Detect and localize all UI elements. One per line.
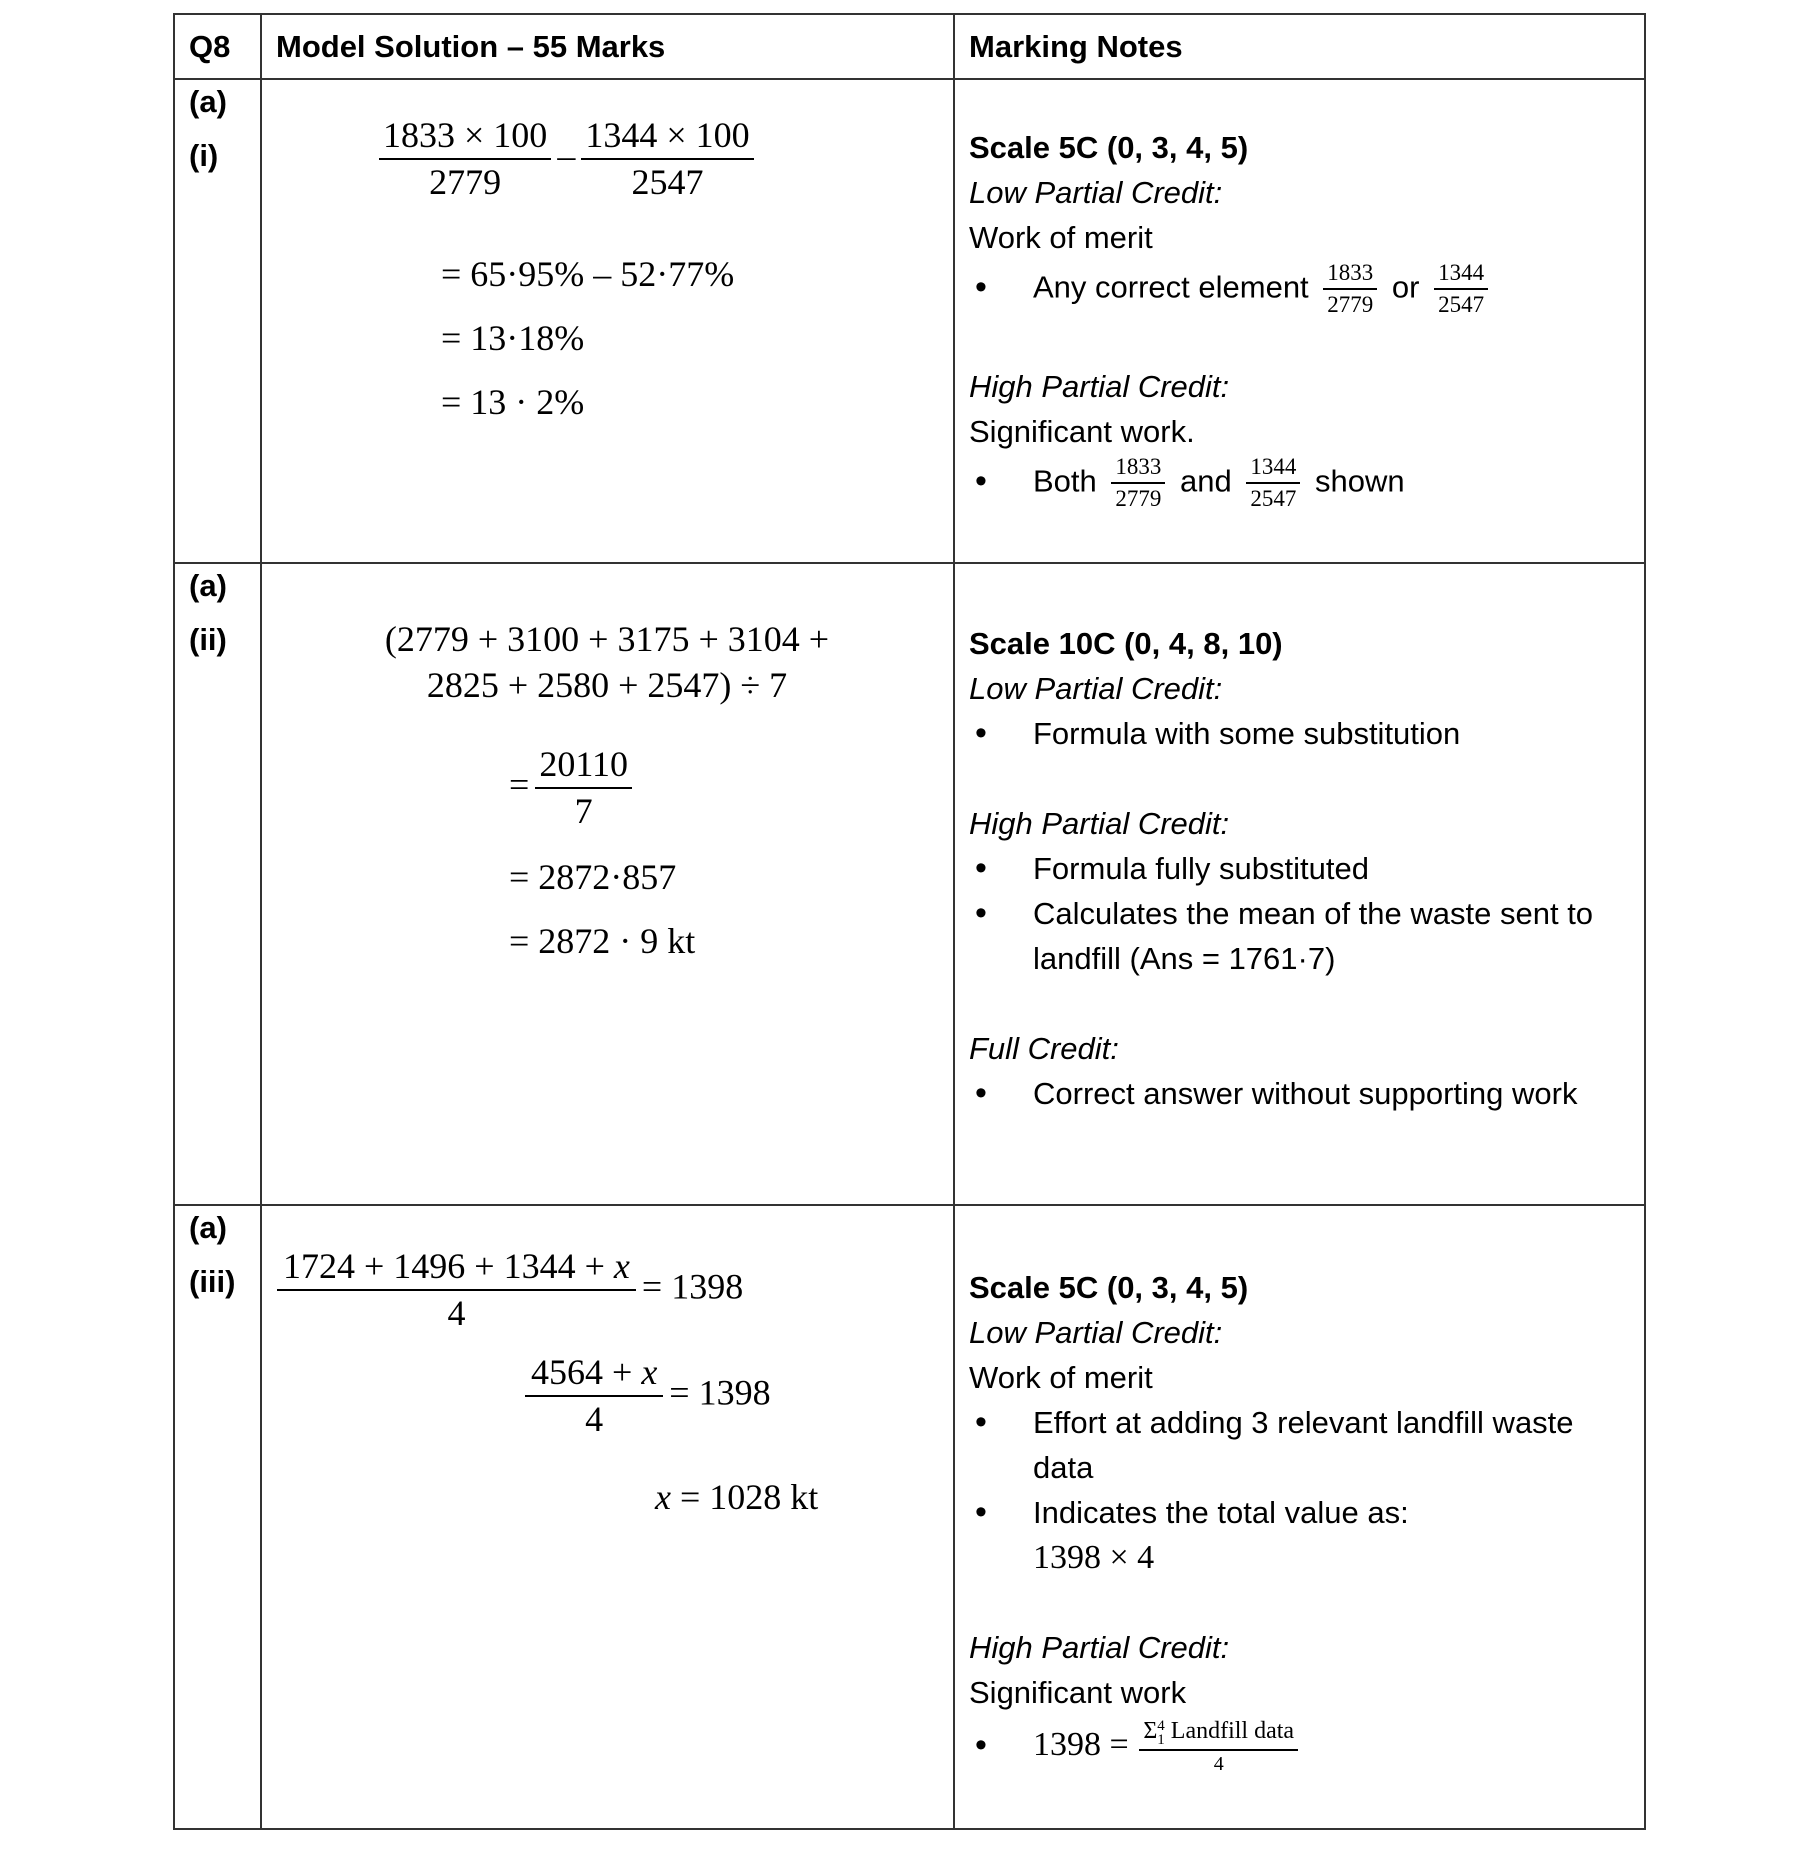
- row-label-a-i: [189, 75, 227, 183]
- high-partial-credit-text: Significant work.: [969, 413, 1195, 449]
- high-partial-credit-label: High Partial Credit:: [969, 806, 1230, 841]
- low-partial-credit-text: Work of merit: [969, 220, 1153, 255]
- solution-a-iii: [261, 1206, 953, 1832]
- summation-expression: Σ 4 1 Landfill data: [1139, 1718, 1298, 1750]
- list-item: • 1398 = Σ 4 1 Landfill data 4: [969, 1715, 1639, 1776]
- list-item: • Indicates the total value as: 1398 × 4: [969, 1490, 1639, 1580]
- list-item: • Formula with some substitution: [969, 711, 1639, 756]
- part-label: (a): [189, 568, 227, 603]
- list-item: • Any correct element $\frac{1833}{2779}$ or $\frac{1344}{2547}$: [969, 260, 1639, 319]
- column-divider: [953, 15, 955, 1828]
- percentage-difference-expression: $\frac{1833 \times 100}{2779}$ – $\frac{1344 \times 100}{2547}$: [373, 115, 760, 204]
- solution-step: = 2872·857: [509, 857, 677, 897]
- solution-step: = 13·18%: [441, 318, 585, 358]
- marking-notes-a-iii: [969, 1265, 1639, 1776]
- marking-scheme-table: [173, 13, 1646, 1830]
- mean-fraction: = $\frac{20110}{7}$: [509, 744, 638, 833]
- sigma-icon: Σ: [1143, 1718, 1158, 1745]
- low-partial-credit-text: Work of merit: [969, 1360, 1153, 1395]
- subpart-label: (iii): [189, 1264, 236, 1299]
- row-label-a-iii: [189, 1201, 236, 1309]
- solution-answer: = 2872 · 9 kt: [509, 921, 696, 961]
- low-partial-credit-label: Low Partial Credit:: [969, 671, 1223, 706]
- marking-notes-a-i: [969, 125, 1639, 513]
- solution-a-ii: [261, 564, 953, 1204]
- solution-step: = 65·95% – 52·77%: [441, 254, 735, 294]
- full-credit-label: Full Credit:: [969, 1031, 1119, 1066]
- equation-step-2: $\frac{4564 + x}{4}$ = 1398: [519, 1352, 771, 1441]
- low-partial-credit-label: Low Partial Credit:: [969, 1315, 1223, 1350]
- high-partial-credit-label: High Partial Credit:: [969, 1630, 1230, 1665]
- list-item: • Both $\frac{1833}{2779}$ and $\frac{1344}{2547}$ shown: [969, 454, 1639, 513]
- header-question: Q8: [189, 29, 231, 64]
- list-item: • Correct answer without supporting work: [969, 1071, 1593, 1116]
- scale-label: Scale 5C (0, 3, 4, 5): [969, 130, 1249, 165]
- high-partial-credit-label: High Partial Credit:: [969, 368, 1230, 404]
- equation-step-1: $\frac{1724 + 1496 + 1344 + x}{4}$ = 1398: [271, 1246, 743, 1335]
- low-partial-credit-label: Low Partial Credit:: [969, 175, 1223, 210]
- header-model-solution: Model Solution – 55 Marks: [276, 29, 666, 64]
- part-label: (a): [189, 1210, 227, 1245]
- high-partial-credit-text: Significant work: [969, 1675, 1187, 1710]
- subpart-label: (i): [189, 138, 219, 173]
- mean-expression: (2779 + 3100 + 3175 + 3104 + 2825 + 2580 + 2547) ÷ 7: [384, 619, 830, 705]
- scale-label: Scale 10C (0, 4, 8, 10): [969, 626, 1283, 661]
- marking-notes-a-ii: [969, 621, 1639, 1116]
- solution-answer: = 13 · 2%: [441, 382, 585, 422]
- row-label-a-ii: [189, 559, 227, 667]
- part-label: (a): [189, 84, 227, 119]
- subpart-label: (ii): [189, 622, 227, 657]
- list-item: • Effort at adding 3 relevant landfill waste data: [969, 1400, 1593, 1490]
- solution-answer: x = 1028 kt: [655, 1477, 819, 1517]
- list-item: • Calculates the mean of the waste sent to landfill (Ans = 1761·7): [969, 891, 1633, 981]
- solution-a-i: [261, 79, 953, 562]
- scale-label: Scale 5C (0, 3, 4, 5): [969, 1270, 1249, 1305]
- header-marking-notes: Marking Notes: [969, 29, 1183, 64]
- list-item: • Formula fully substituted: [969, 846, 1639, 891]
